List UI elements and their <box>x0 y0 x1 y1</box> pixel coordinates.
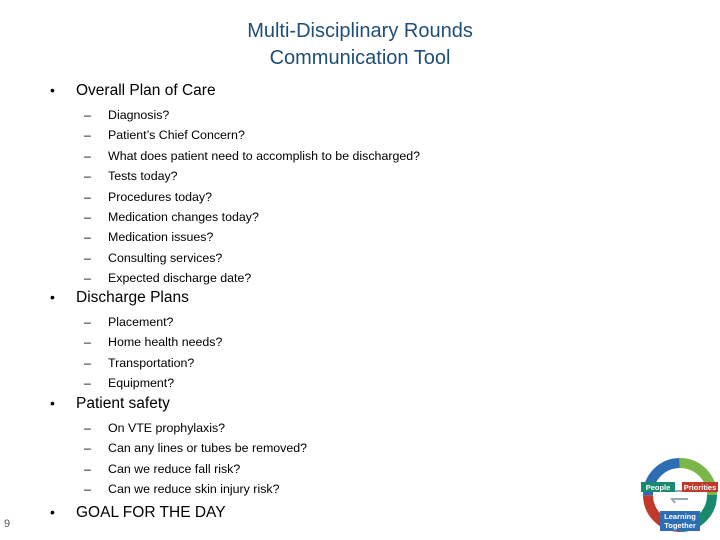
list-item: – Medication issues? <box>84 230 214 245</box>
section-discharge-plans <box>50 289 222 394</box>
section-heading: Patient safety <box>76 395 170 412</box>
list-item: – Expected discharge date? <box>84 271 252 286</box>
logo-word-together: Together <box>664 521 696 530</box>
section-goal-for-the-day <box>50 504 226 526</box>
bullet: • <box>50 82 55 98</box>
section-heading: Discharge Plans <box>76 289 189 306</box>
list-item: – Patient’s Chief Concern? <box>84 128 245 143</box>
section-overall-plan <box>50 82 420 289</box>
section-heading: Overall Plan of Care <box>76 82 216 99</box>
list-item: – Equipment? <box>84 376 175 391</box>
people-priorities-logo <box>638 455 720 540</box>
list-item: – Can we reduce fall risk? <box>84 461 241 476</box>
bullet: • <box>50 395 55 411</box>
page-number: 9 <box>4 518 11 530</box>
list-item: – Procedures today? <box>84 189 213 204</box>
list-item: – Diagnosis? <box>84 108 170 122</box>
title-line-2: Communication Tool <box>269 47 451 69</box>
list-item: – Consulting services? <box>84 250 223 265</box>
list-item: – Placement? <box>84 315 174 329</box>
logo-icon <box>638 455 720 540</box>
bullet: • <box>50 289 55 305</box>
section-heading: GOAL FOR THE DAY <box>76 504 226 521</box>
list-item: – Medication changes today? <box>84 209 259 224</box>
title-line-1: Multi-Disciplinary Rounds <box>247 20 473 42</box>
list-item: – Tests today? <box>84 169 178 184</box>
logo-word-priorities: Priorities <box>683 483 717 492</box>
list-item: – Can any lines or tubes be removed? <box>84 441 308 456</box>
list-item: – On VTE prophylaxis? <box>84 421 226 435</box>
slide-title <box>0 18 720 72</box>
list-item: – Transportation? <box>84 355 195 370</box>
bullet: • <box>50 504 55 520</box>
logo-word-people: People <box>645 483 671 492</box>
list-item: – Can we reduce skin injury risk? <box>84 482 280 497</box>
sub-list <box>84 312 222 394</box>
list-item: – What does patient need to accomplish to be discharged? <box>84 148 421 163</box>
list-item: – Home health needs? <box>84 335 223 350</box>
sub-list <box>84 418 307 500</box>
sub-list <box>84 105 420 289</box>
section-patient-safety <box>50 395 307 500</box>
logo-word-learning: Learning <box>664 512 696 521</box>
